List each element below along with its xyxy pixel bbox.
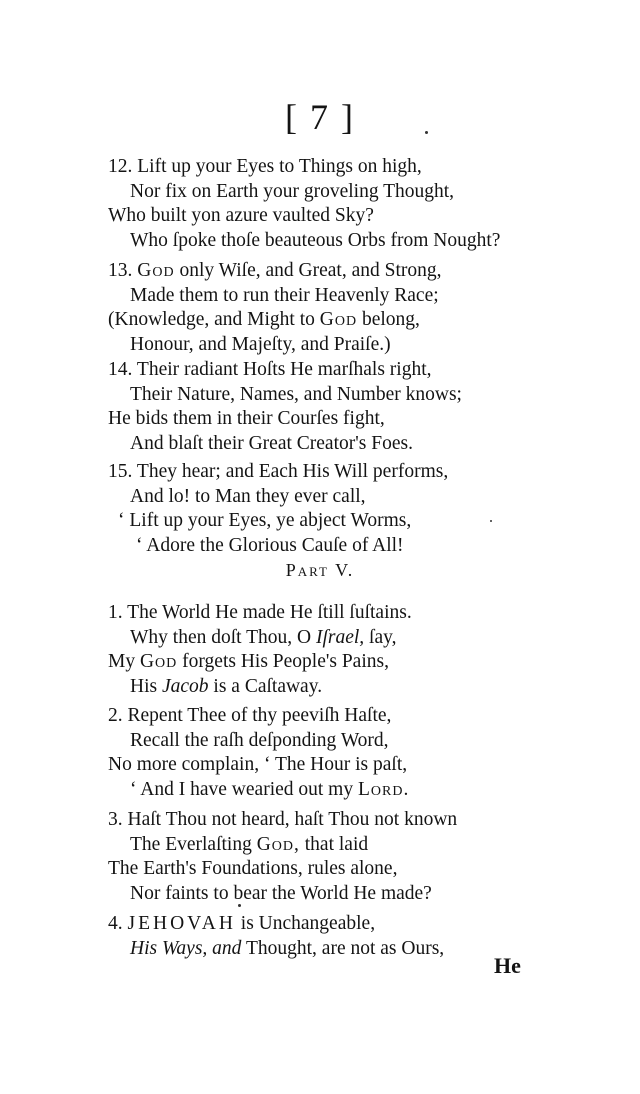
stanza-number: 3. — [108, 809, 123, 830]
stanza-number: 14. — [108, 359, 133, 380]
verse-text: Haſt Thou not heard, haſt Thou not known — [127, 809, 458, 830]
verse-line: And lo! to Man they ever call, — [130, 485, 366, 507]
verse-line: Who ſpoke thoſe beauteous Orbs from Nought? — [130, 229, 501, 251]
verse-text: only Wiſe, and Great, and Strong, — [179, 260, 442, 281]
verse-text: ſay, — [369, 626, 397, 648]
verse-line — [108, 704, 409, 729]
verse-text: (Knowledge, and Might to — [108, 309, 315, 330]
verse-text: belong, — [361, 309, 420, 330]
verse-text-god: God, — [256, 833, 300, 855]
verse-line: Recall the raſh deſponding Word, — [130, 729, 389, 751]
verse-text: Why then doſt Thou, O — [130, 626, 312, 648]
stanza-p2 — [108, 704, 409, 802]
catchword: He — [494, 953, 521, 978]
verse-text-lord: Lord. — [357, 778, 410, 800]
verse-line — [108, 675, 412, 700]
stanza-p1 — [108, 601, 412, 699]
verse-text-jacob: Jacob — [161, 675, 209, 697]
verse-text: Their radiant Hoſts He marſhals right, — [136, 359, 432, 380]
verse-line: ‘ Lift up your Eyes, ye abject Worms, — [118, 510, 412, 531]
verse-line — [108, 155, 500, 180]
verse-line: Who built yon azure vaulted Sky? — [108, 205, 374, 226]
verse-text: The Everlaſting — [130, 833, 252, 855]
verse-text: His Ways, and — [130, 937, 242, 959]
verse-line — [108, 650, 412, 675]
verse-line — [108, 833, 457, 858]
page-number: [ 7 ] — [285, 97, 355, 137]
verse-text: My — [108, 651, 136, 672]
verse-line: No more complain, ‘ The Hour is paſt, — [108, 754, 408, 775]
stanza-12 — [108, 155, 500, 253]
verse-line: Their Nature, Names, and Number knows; — [130, 383, 462, 405]
stanza-p3 — [108, 808, 457, 906]
ink-speck — [490, 520, 492, 522]
verse-line: Made them to run their Heavenly Race; — [130, 284, 439, 306]
verse-text-god: God — [319, 309, 358, 330]
verse-line: Honour, and Majeſty, and Praiſe.) — [130, 333, 391, 355]
verse-text-israel: Iſrael, — [315, 626, 365, 648]
verse-text: The World He made He ſtill ſuſtains. — [127, 602, 412, 623]
verse-text: is Unchangeable, — [240, 913, 376, 934]
verse-text-god: God — [137, 260, 175, 281]
verse-line — [108, 778, 409, 803]
verse-text-god: God — [139, 651, 178, 672]
verse-line — [108, 601, 412, 626]
verse-line — [108, 808, 457, 833]
verse-line: Nor fix on Earth your groveling Thought, — [130, 180, 455, 202]
stanza-number: 2. — [108, 705, 123, 726]
stanza-14 — [108, 358, 462, 456]
verse-text: Lift up your Eyes to Things on high, — [137, 156, 422, 177]
verse-line — [108, 460, 448, 485]
verse-text: is a Caſtaway. — [213, 675, 323, 697]
verse-text: Thought, — [245, 937, 317, 959]
verse-text-jehovah: JEHOVAH — [127, 913, 236, 934]
verse-text: Repent Thee of thy peeviſh Haſte, — [127, 705, 392, 726]
verse-line — [108, 626, 412, 651]
verse-line: ‘ Adore the Glorious Cauſe of All! — [136, 534, 404, 556]
verse-line: Nor faints to bear the World He made? — [130, 882, 432, 904]
ink-speck — [425, 131, 428, 134]
stanza-number: 12. — [108, 156, 133, 177]
verse-line: The Earth's Foundations, rules alone, — [108, 858, 398, 879]
stanza-number: 15. — [108, 461, 133, 482]
stanza-number: 13. — [108, 260, 133, 281]
verse-text: His — [130, 675, 158, 697]
verse-line: And blaſt their Great Creator's Foes. — [130, 432, 413, 454]
verse-line — [108, 912, 444, 937]
part-heading: Part V. — [285, 560, 355, 580]
stanza-number: 4. — [108, 913, 123, 934]
verse-line — [108, 937, 444, 962]
verse-text: are not as Ours, — [321, 937, 445, 959]
verse-line — [108, 308, 442, 333]
stanza-13 — [108, 259, 442, 357]
stanza-15 — [108, 460, 448, 558]
verse-line — [108, 358, 462, 383]
verse-text: They hear; and Each His Will performs, — [136, 461, 449, 482]
verse-text: ‘ And I have wearied out my — [130, 778, 354, 800]
verse-text: forgets His People's Pains, — [182, 651, 389, 672]
stanza-number: 1. — [108, 602, 123, 623]
verse-line — [108, 259, 442, 284]
stanza-p4 — [108, 912, 444, 961]
verse-text: that laid — [304, 833, 369, 855]
verse-line: He bids them in their Courſes fight, — [108, 408, 385, 429]
